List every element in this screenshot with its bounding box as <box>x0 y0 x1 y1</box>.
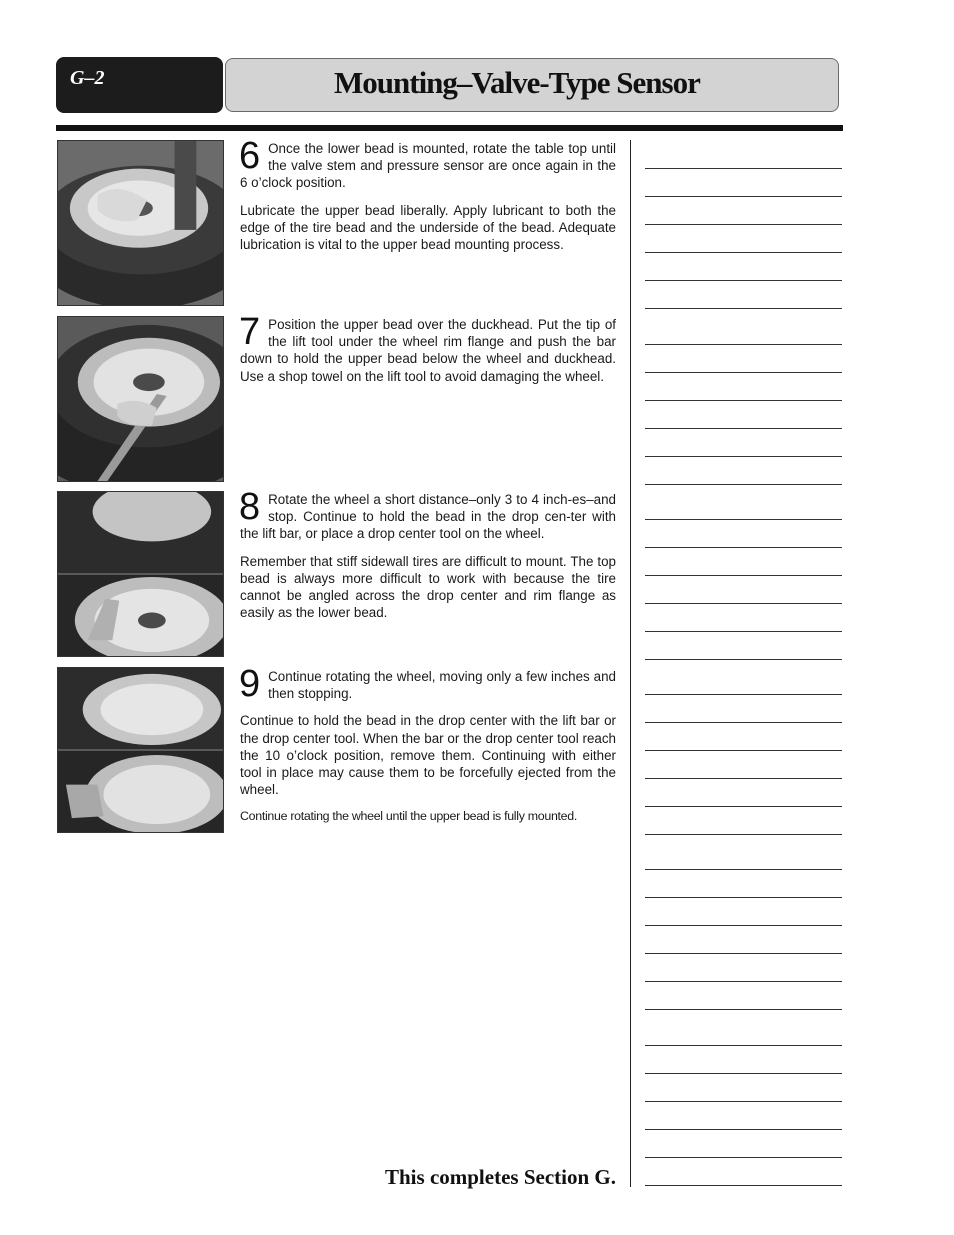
tire-photo-image <box>58 668 223 832</box>
note-line <box>645 280 842 281</box>
note-line <box>645 722 842 723</box>
note-line <box>645 519 842 520</box>
note-line <box>645 1101 842 1102</box>
step-6-photo <box>57 140 224 306</box>
note-line <box>645 196 842 197</box>
section-tab <box>56 57 223 113</box>
tire-photo-image <box>58 141 223 305</box>
step-number: 6 <box>239 135 261 177</box>
note-line <box>645 1073 842 1074</box>
note-line <box>645 1129 842 1130</box>
step-text: Continue to hold the bead in the drop center with the lift bar or the drop center tool. When the bar or the drop center tool reach the 10 o’clock position, remove them. Continuing with either tool in place may cause them to be forcefully ejected from the wheel. <box>240 713 616 798</box>
note-line <box>645 484 842 485</box>
note-line <box>645 806 842 807</box>
section-completion: This completes Section G. <box>385 1165 616 1189</box>
note-line <box>645 778 842 779</box>
tire-photo-image <box>58 317 223 481</box>
note-line <box>645 1045 842 1046</box>
section-code: G–2 <box>70 67 105 89</box>
note-line <box>645 834 842 835</box>
note-line <box>645 575 842 576</box>
step-7-photo <box>57 316 224 482</box>
note-line <box>645 659 842 660</box>
note-line <box>645 344 842 345</box>
step-text: Continue rotating the wheel, moving only a few inches and then stopping. <box>268 669 616 702</box>
note-line <box>645 694 842 695</box>
note-line <box>645 631 842 632</box>
note-line <box>645 897 842 898</box>
step-7 <box>239 311 616 395</box>
note-line <box>645 1185 842 1186</box>
note-line <box>645 547 842 548</box>
tire-photo-image <box>58 492 223 656</box>
page-title: Mounting–Valve-Type Sensor <box>334 65 700 100</box>
note-line <box>645 603 842 604</box>
step-9-photo <box>57 667 224 833</box>
step-text: Lubricate the upper bead liberally. Apply lubricant to both the edge of the tire bead and the underside of the bead. Adequate lubrication is vital to the upper bead mounting process. <box>240 202 616 253</box>
step-6 <box>239 135 616 263</box>
header-rule <box>56 125 843 131</box>
note-line <box>645 168 842 169</box>
note-line <box>645 1009 842 1010</box>
note-line <box>645 252 842 253</box>
notes-divider <box>630 140 631 1187</box>
note-line <box>645 456 842 457</box>
step-number: 9 <box>239 663 261 705</box>
step-number: 7 <box>239 311 261 353</box>
step-9 <box>239 663 616 836</box>
note-line <box>645 1157 842 1158</box>
step-8-photo <box>57 491 224 657</box>
note-line <box>645 953 842 954</box>
note-line <box>645 372 842 373</box>
note-line <box>645 925 842 926</box>
step-text: Once the lower bead is mounted, rotate the table top until the valve stem and pressure sensor are once again in the 6 o’clock position. <box>240 141 616 191</box>
note-line <box>645 308 842 309</box>
step-text: Rotate the wheel a short distance–only 3 to 4 inch-es–and stop. Continue to hold the bead in the drop cen-ter with the lift bar, or place a drop center tool on the wheel. <box>240 492 616 542</box>
step-text: Remember that stiff sidewall tires are difficult to mount. The top bead is always more difficult to work with because the tire cannot be angled across the drop center and rim flange as easily as the lower bead. <box>240 553 616 621</box>
step-text: Position the upper bead over the duckhead. Put the tip of the lift tool under the wheel rim flange and push the bar down to hold the upper bead below the wheel and duckhead. Use a shop towel on the lift tool to avoid damaging the wheel. <box>240 317 616 384</box>
note-line <box>645 224 842 225</box>
note-line <box>645 981 842 982</box>
step-text: Continue rotating the wheel until the upper bead is fully mounted. <box>240 809 578 824</box>
note-line <box>645 869 842 870</box>
note-line <box>645 400 842 401</box>
note-line <box>645 750 842 751</box>
step-8 <box>239 486 616 631</box>
title-box <box>225 58 839 112</box>
step-number: 8 <box>239 486 261 528</box>
note-line <box>645 428 842 429</box>
